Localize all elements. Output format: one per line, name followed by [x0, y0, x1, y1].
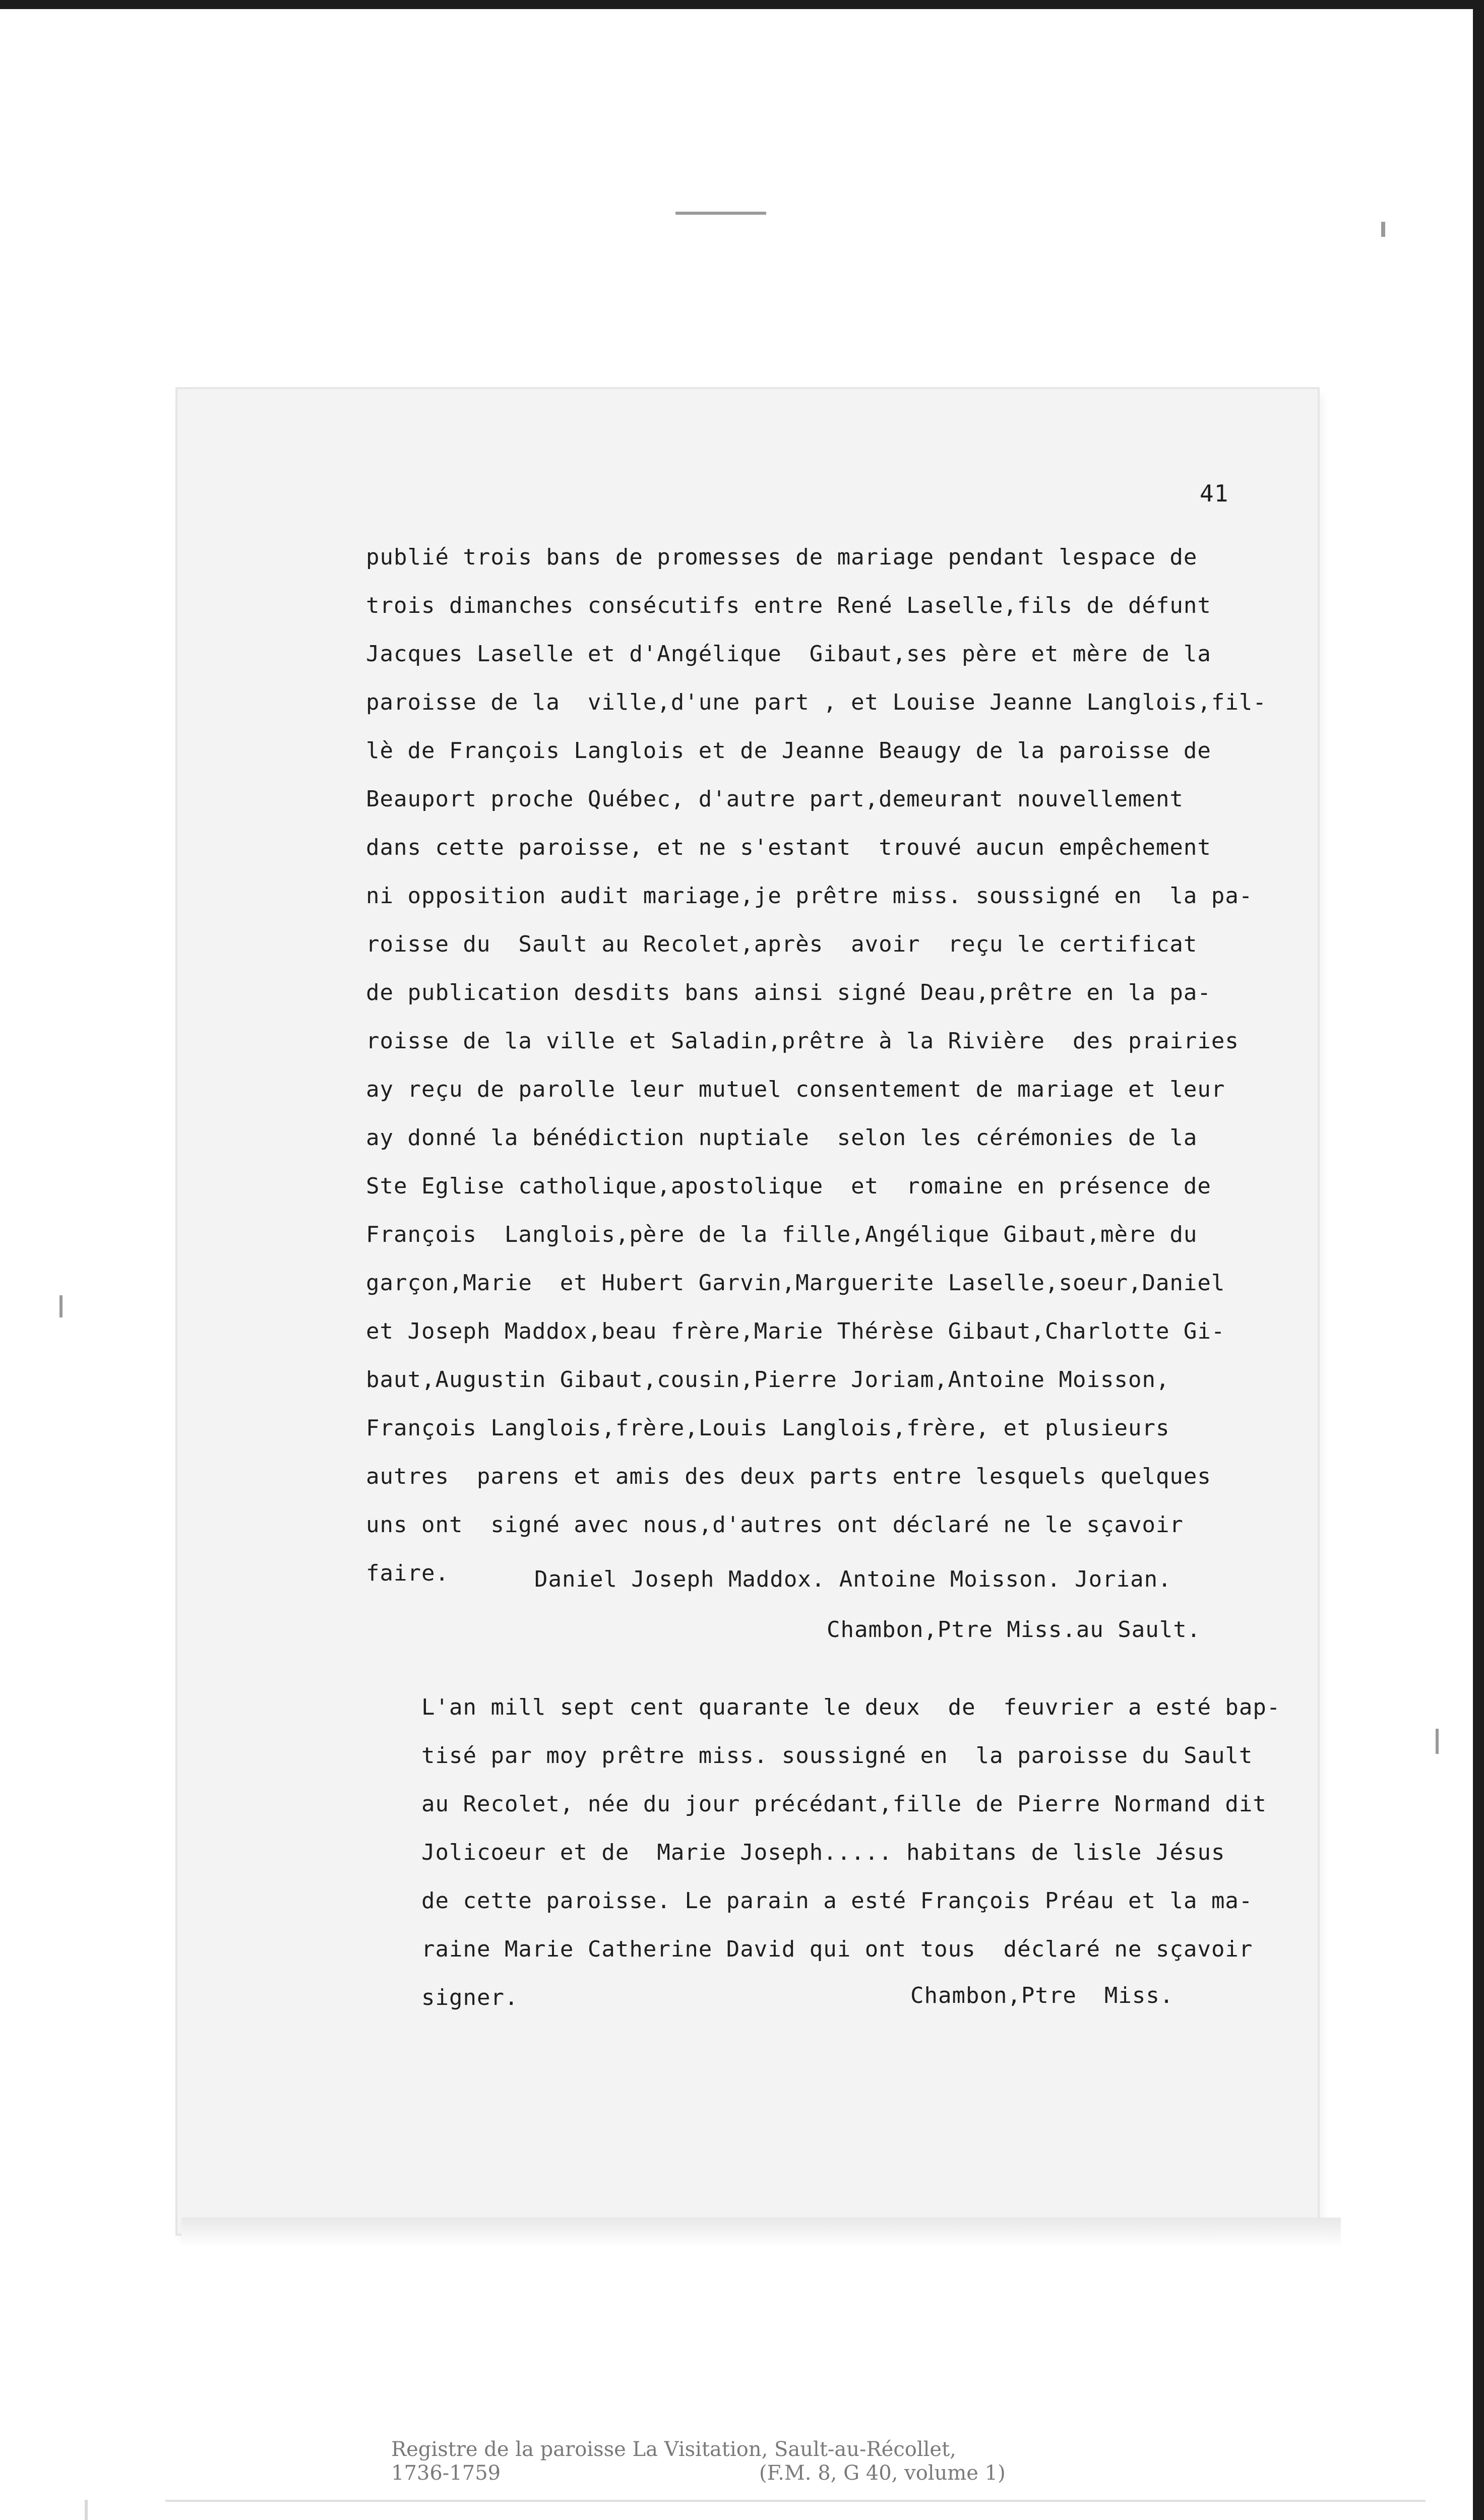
text-line: faire.: [366, 1560, 449, 1586]
text-line: Jacques Laselle et d'Angélique Gibaut,ses père et mère de la: [366, 641, 1211, 667]
priest-signature: Chambon,Ptre Miss.au Sault.: [827, 1617, 1201, 1643]
text-line: François Langlois,père de la fille,Angélique Gibaut,mère du: [366, 1222, 1198, 1247]
text-line: ay donné la bénédiction nuptiale selon les cérémonies de la: [366, 1125, 1198, 1151]
film-speck: [675, 212, 766, 215]
text-line: signer.: [421, 1985, 519, 2010]
text-line: paroisse de la ville,d'une part , et Louise Jeanne Langlois,fil-: [366, 689, 1267, 715]
text-line: de cette paroisse. Le parain a esté François Préau et la ma-: [421, 1888, 1253, 1914]
text-line: roisse du Sault au Recolet,après avoir reçu le certificat: [366, 931, 1198, 957]
text-line: Ste Eglise catholique,apostolique et romaine en présence de: [366, 1173, 1211, 1199]
stamp-rule-left: [85, 2500, 88, 2520]
text-line: de publication desdits bans ainsi signé Deau,prêtre en la pa-: [366, 980, 1211, 1005]
text-line: uns ont signé avec nous,d'autres ont déclaré ne le sçavoir: [366, 1512, 1184, 1538]
text-line: tisé par moy prêtre miss. soussigné en la paroisse du Sault: [421, 1743, 1253, 1769]
text-line: François Langlois,frère,Louis Langlois,frère, et plusieurs: [366, 1415, 1170, 1441]
text-line: dans cette paroisse, et ne s'estant trouvé aucun empêchement: [366, 835, 1211, 860]
text-line: L'an mill sept cent quarante le deux de feuvrier a esté bap-: [421, 1694, 1281, 1720]
text-line: trois dimanches consécutifs entre René Laselle,fils de défunt: [366, 593, 1211, 618]
film-border-right: [1473, 0, 1484, 2520]
text-line: raine Marie Catherine David qui ont tous déclaré ne sçavoir: [421, 1936, 1253, 1962]
archives-stamp: [85, 2500, 1395, 2520]
text-line: Beauport proche Québec, d'autre part,demeurant nouvellement: [366, 786, 1184, 812]
priest-signature: Chambon,Ptre Miss.: [910, 1983, 1174, 2008]
text-line: lè de François Langlois et de Jeanne Beaugy de la paroisse de: [366, 738, 1211, 764]
film-border-top: [0, 0, 1484, 9]
page-number: 41: [1200, 480, 1229, 507]
text-line: roisse de la ville et Saladin,prêtre à la Rivière des prairies: [366, 1028, 1239, 1054]
text-line: Jolicoeur et de Marie Joseph..... habitans de lisle Jésus: [421, 1840, 1225, 1865]
stamp-rule-top: [165, 2500, 1426, 2502]
text-line: ni opposition audit mariage,je prêtre miss. soussigné en la pa-: [366, 883, 1253, 909]
film-speck: [1381, 222, 1385, 237]
register-years: 1736-1759: [391, 2462, 501, 2485]
film-speck: [59, 1295, 63, 1317]
witness-signatures: Daniel Joseph Maddox. Antoine Moisson. Jorian.: [534, 1566, 1172, 1592]
text-line: autres parens et amis des deux parts entre lesquels quelques: [366, 1464, 1211, 1489]
text-line: publié trois bans de promesses de mariage pendant lespace de: [366, 544, 1198, 570]
register-reference: (F.M. 8, G 40, volume 1): [759, 2462, 1006, 2485]
text-line: et Joseph Maddox,beau frère,Marie Thérèse Gibaut,Charlotte Gi-: [366, 1318, 1225, 1344]
text-line: baut,Augustin Gibaut,cousin,Pierre Joriam,Antoine Moisson,: [366, 1367, 1170, 1393]
page-shadow: [181, 2218, 1341, 2248]
text-line: ay reçu de parolle leur mutuel consentement de mariage et leur: [366, 1077, 1225, 1102]
text-line: garçon,Marie et Hubert Garvin,Marguerite Laselle,soeur,Daniel: [366, 1270, 1225, 1296]
text-line: au Recolet, née du jour précédant,fille de Pierre Normand dit: [421, 1791, 1267, 1817]
register-caption: Registre de la paroisse La Visitation, Sault-au-Récollet,: [391, 2438, 956, 2461]
film-speck: [1436, 1729, 1439, 1754]
